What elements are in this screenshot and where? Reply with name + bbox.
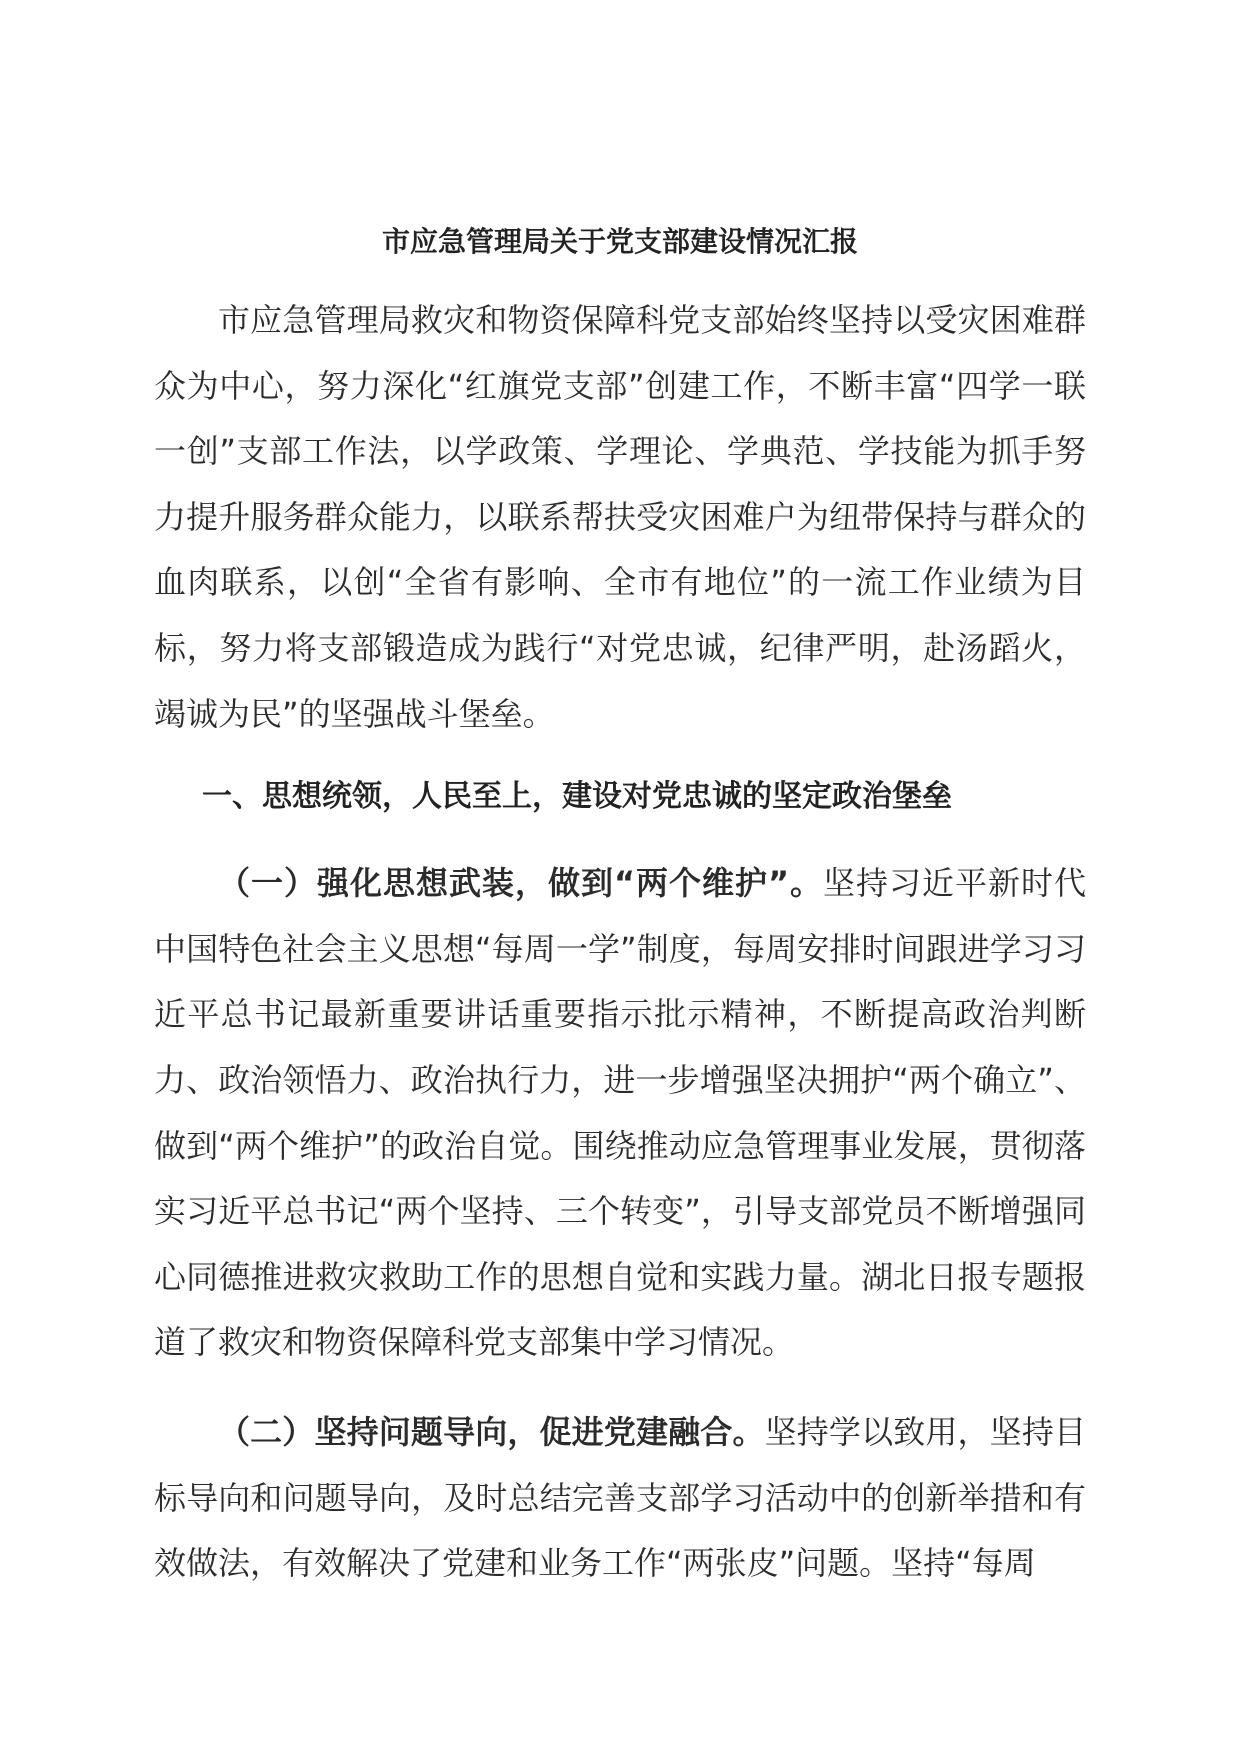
item-body-2: 坚持学以致用，坚持目标导向和问题导向，及时总结完善支部学习活动中的创新举措和有效做法，有效解决了党建和业务工作“两张皮”问题。坚持“每周 [154, 1412, 1086, 1583]
item-paragraph-2 [154, 1400, 1086, 1597]
document-page [154, 222, 1086, 1597]
section-heading: 一、思想统领，人民至上，建设对党忠诚的坚定政治堡垒 [202, 779, 952, 815]
intro-paragraph: 市应急管理局救灾和物资保障科党支部始终坚持以受灾困难群众为中心，努力深化“红旗党支部”创建工作，不断丰富“四学一联一创”支部工作法，以学政策、学理论、学典范、学技能为抓手努力提升服务群众能力，以联系帮扶受灾困难户为纽带保持与群众的血肉联系，以创“全省有影响、全市有地位”的一流工作业绩为目标，努力将支部锻造成为践行“对党忠诚，纪律严明，赴汤蹈火，竭诚为民”的坚强战斗堡垒。 [154, 301, 1086, 733]
item-paragraph-1 [154, 851, 1086, 1376]
document-title: 市应急管理局关于党支部建设情况汇报 [381, 225, 858, 258]
item-lead-2: （二）坚持问题导向，促进党建融合。 [218, 1412, 765, 1451]
item-body-1: 坚持习近平新时代中国特色社会主义思想“每周一学”制度，每周安排时间跟进学习习近平总书记最新重要讲话重要指示批示精神，不断提高政治判断力、政治领悟力、政治执行力，进一步增强坚决拥护“两个确立”、做到“两个维护”的政治自觉。围绕推动应急管理事业发展，贯彻落实习近平总书记“两个坚持、三个转变”，引导支部党员不断增强同心同德推进救灾救助工作的思想自觉和实践力量。湖北日报专题报道了救灾和物资保障科党支部集中学习情况。 [154, 864, 1086, 1362]
item-lead-1: （一）强化思想武装，做到“两个维护”。 [218, 864, 823, 903]
